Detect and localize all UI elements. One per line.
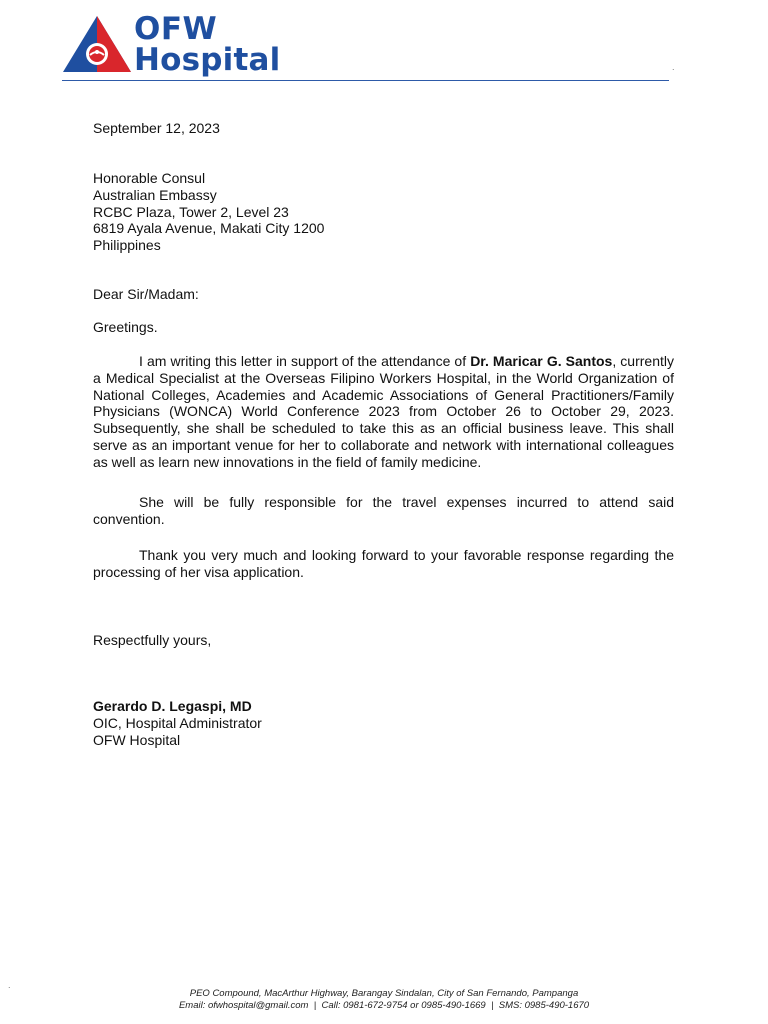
body-paragraph-1 — [93, 353, 674, 471]
body-paragraph-2: She will be fully responsible for the travel expenses incurred to attend said convention. — [93, 494, 674, 527]
greeting: Greetings. — [93, 319, 158, 335]
signatory-title: OIC, Hospital Administrator — [93, 714, 262, 731]
address-line: 6819 Ayala Avenue, Makati City 1200 — [93, 220, 325, 237]
footer-contacts: Email: ofwhospital@gmail.com | Call: 0981-672-9754 or 0985-490-1669 | SMS: 0985-490-1670 — [178, 1000, 590, 1011]
salutation: Dear Sir/Madam: — [93, 286, 199, 302]
logo-text-hospital: Hospital — [134, 42, 281, 78]
letter-date: September 12, 2023 — [93, 120, 220, 136]
address-line: Philippines — [93, 237, 161, 254]
signatory-organization: OFW Hospital — [93, 731, 181, 748]
stray-mark: . — [8, 980, 11, 990]
signature-block — [93, 698, 674, 748]
header-divider — [62, 80, 669, 81]
footer — [0, 988, 768, 1012]
logo-text-ofw: OFW — [134, 11, 218, 47]
address-line: RCBC Plaza, Tower 2, Level 23 — [93, 203, 289, 220]
paragraph-text: , currently a Medical Specialist at the Overseas Filipino Workers Hospital, in the World Organization of National Colleges, Academies and Academic Associations of General Practitioners/Family Physicians (WONCA) World Conference 2023 from October 26 to October 29, 2023. Subsequently, she shall be scheduled to take this as an official business leave. This shall serve as an important venue for her to collaborate and network with international colleagues as well as learn new innovations in the field of family medicine. — [93, 353, 674, 470]
stray-mark: . — [672, 62, 675, 72]
footer-address: PEO Compound, MacArthur Highway, Barangay Sindalan, City of San Fernando, Pampanga — [189, 988, 579, 999]
closing: Respectfully yours, — [93, 632, 212, 648]
paragraph-text: I am writing this letter in support of the attendance of — [139, 353, 471, 369]
hospital-logo — [62, 11, 292, 80]
logo-wordmark — [134, 11, 281, 78]
logo-triangle-icon — [62, 14, 132, 74]
address-line: Honorable Consul — [93, 170, 206, 186]
signatory-name: Gerardo D. Legaspi, MD — [93, 698, 252, 714]
attendee-name: Dr. Maricar G. Santos — [470, 353, 613, 369]
recipient-address — [93, 170, 674, 254]
body-paragraph-3: Thank you very much and looking forward to your favorable response regarding the processing of her visa application. — [93, 547, 674, 580]
address-line: Australian Embassy — [93, 186, 217, 203]
